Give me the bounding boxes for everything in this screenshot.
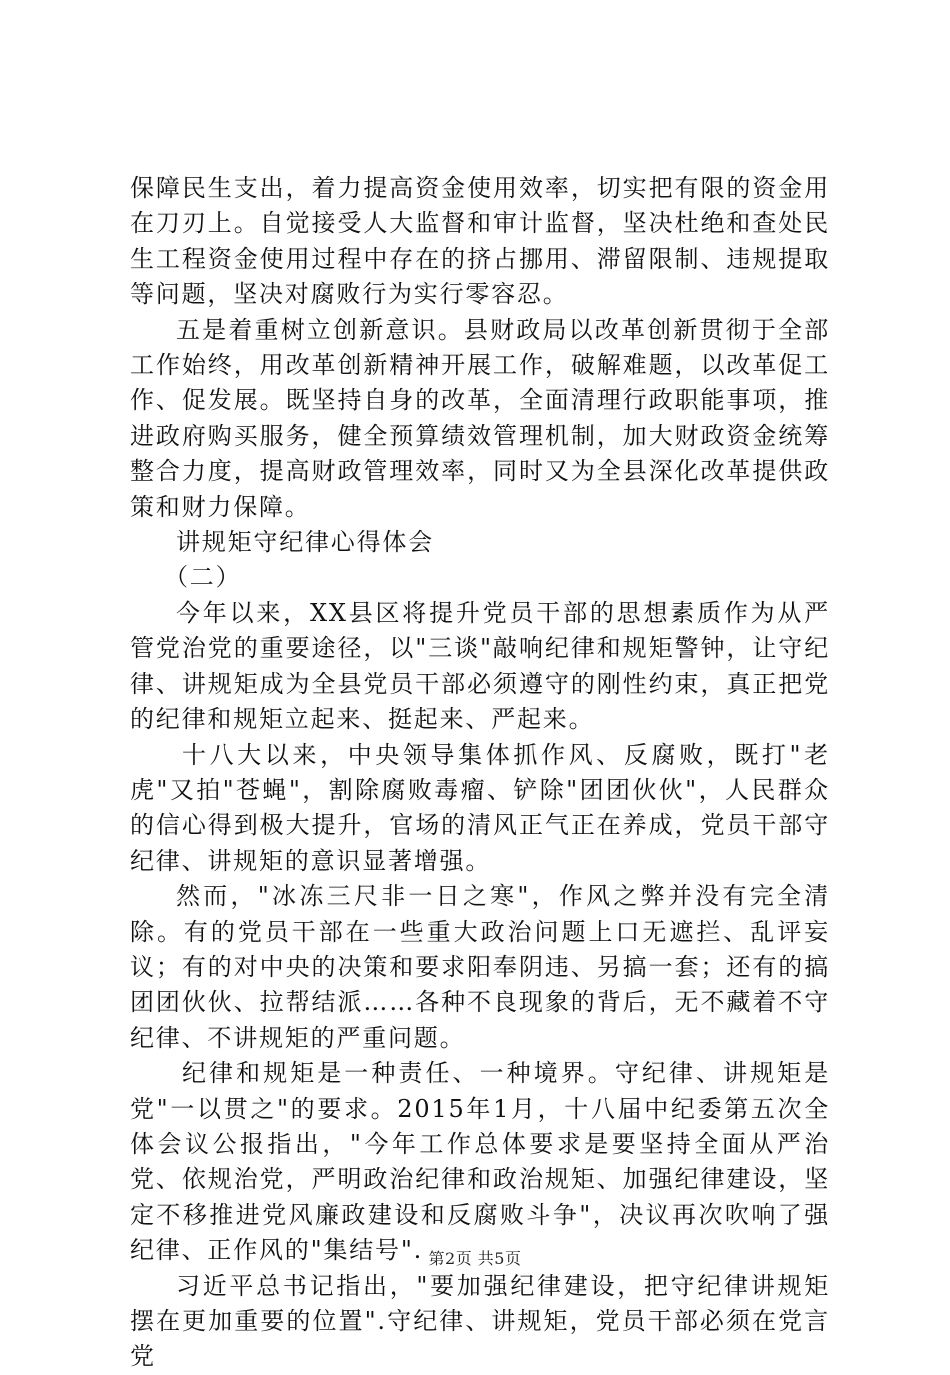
paragraph-innovation: 五是着重树立创新意识。县财政局以改革创新贯彻于全部工作始终，用改革创新精神开展工作，破解难题，以改革促工作、促发展。既坚持自身的改革，全面清理行政职能事项，推进政府购买服务，健全预算绩效管理机制，加大财政资金统筹整合力度，提高财政管理效率，同时又为全县深化改革提供政策和财力保障。: [130, 315, 830, 521]
paragraph-continued: 保障民生支出，着力提高资金使用效率，切实把有限的资金用在刀刃上。自觉接受人大监督和审计监督，坚决杜绝和查处民生工程资金使用过程中存在的挤占挪用、滞留限制、违规提取等问题，坚决对腐败行为实行零容忍。: [130, 174, 830, 309]
section-title: 讲规矩守纪律心得体会: [176, 528, 434, 557]
page-footer: 第2页 共5页: [428, 1249, 522, 1268]
paragraph-however: 然而，"冰冻三尺非一日之寒"，作风之弊并没有完全清除。有的党员干部在一些重大政治问题上口无遮拦、乱评妄议；有的对中央的决策和要求阳奉阴违、另搞一套；还有的搞团团伙伙、拉帮结派……各种不良现象的背后，无不藏着不守纪律、不讲规矩的严重问题。: [130, 882, 830, 1052]
document-body: [130, 171, 830, 1375]
paragraph-xi-quote: 习近平总书记指出，"要加强纪律建设，把守纪律讲规矩摆在更加重要的位置".守纪律、讲规矩，党员干部必须在党言党: [130, 1271, 830, 1371]
paragraph-eighteenth-congress: 十八大以来，中央领导集体抓作风、反腐败，既打"老虎"又拍"苍蝇"，割除腐败毒瘤、铲除"团团伙伙"，人民群众的信心得到极大提升，官场的清风正气正在养成，党员干部守纪律、讲规矩的意识显著增强。: [130, 740, 830, 875]
paragraph-intro: 今年以来，XX县区将提升党员干部的思想素质作为从严管党治党的重要途径，以"三谈"敲响纪律和规矩警钟，让守纪律、讲规矩成为全县党员干部必须遵守的刚性约束，真正把党的纪律和规矩立起来、挺起来、严起来。: [130, 598, 830, 734]
section-number: （二）: [164, 563, 242, 592]
paragraph-discipline: 纪律和规矩是一种责任、一种境界。守纪律、讲规矩是党"一以贯之"的要求。2015年1月，十八届中纪委第五次全体会议公报指出，"今年工作总体要求是要坚持全面从严治党、依规治党，严明政治纪律和政治规矩、加强纪律建设，坚定不移推进党风廉政建设和反腐败斗争"，决议再次吹响了强纪律、正作风的"集结号".: [130, 1059, 830, 1265]
